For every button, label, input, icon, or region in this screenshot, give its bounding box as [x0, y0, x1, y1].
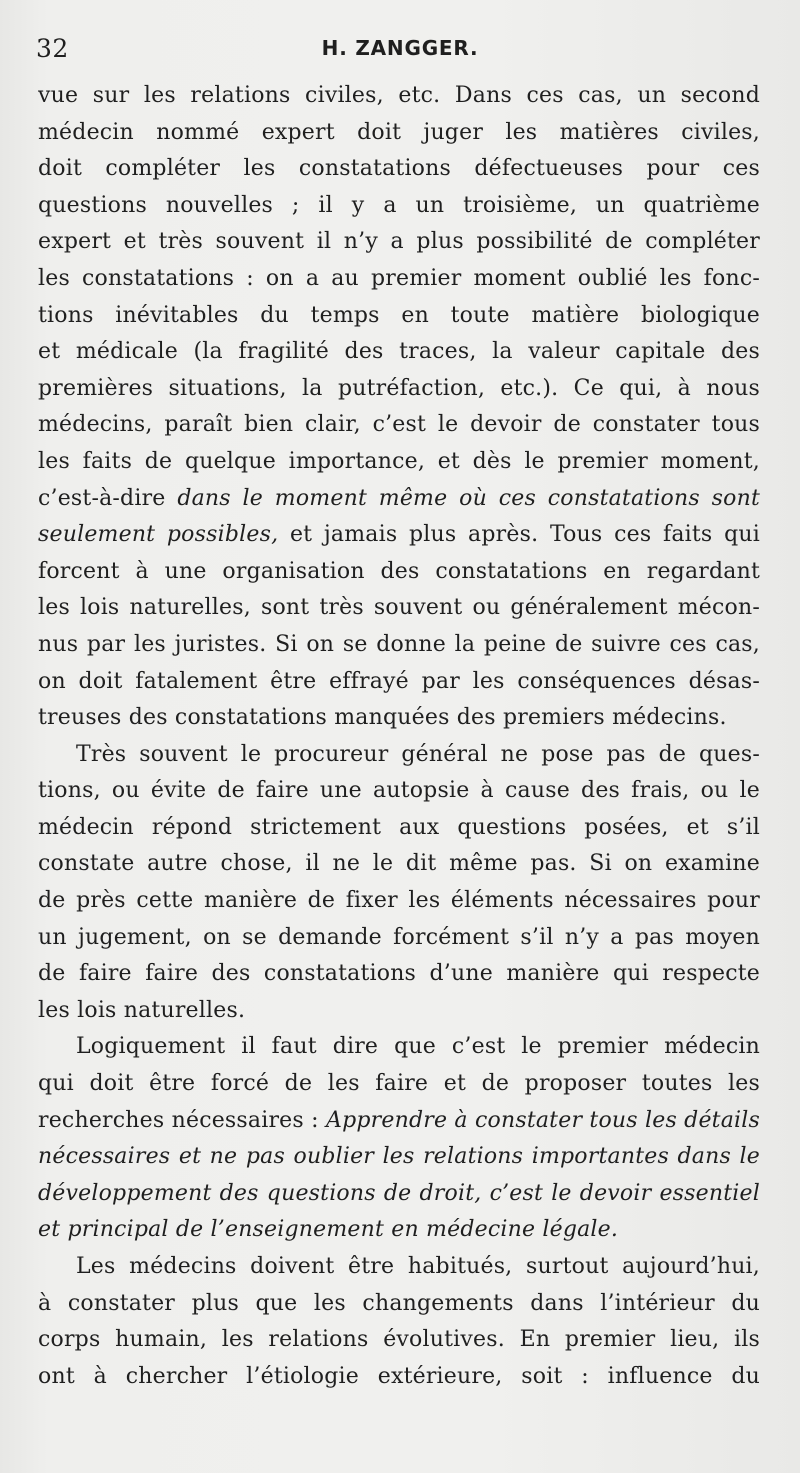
text-line: on doit fatalement être effrayé par les conséquences désas-	[38, 668, 760, 694]
italic-text-run: dans le moment même où ces constatations sont	[177, 485, 760, 511]
text-line	[38, 1176, 760, 1213]
italic-text-run: seulement possibles,	[38, 522, 279, 548]
text-line: vue sur les relations civiles, etc. Dans ces cas, un second	[38, 83, 760, 108]
text-line: tions inévitables du temps en toute matière biologique	[38, 302, 760, 328]
italic-text-run: nécessaires et ne pas oublier les relations importantes dans le	[38, 1144, 760, 1170]
text-run: et jamais plus après. Tous ces faits qui	[289, 522, 760, 548]
body-text	[38, 78, 760, 1395]
text-line: les lois naturelles.	[38, 997, 246, 1023]
text-line: les constatations : on a au premier moment oublié les fonc-	[38, 265, 760, 291]
text-line: médecin répond strictement aux questions posées, et s’il	[38, 814, 760, 840]
text-line	[38, 1103, 760, 1140]
text-line: les lois naturelles, sont très souvent ou généralement mécon-	[38, 595, 760, 621]
text-line: nus par les juristes. Si on se donne la peine de suivre ces cas,	[38, 631, 760, 657]
text-line: ont à chercher l’étiologie extérieure, soit : influence du	[38, 1363, 760, 1389]
text-line: tions, ou évite de faire une autopsie à cause des frais, ou le	[38, 778, 760, 804]
text-line: constate autre chose, il ne le dit même pas. Si on examine	[38, 851, 760, 877]
text-line: les faits de quelque importance, et dès le premier moment,	[38, 448, 760, 474]
text-line: un jugement, on se demande forcément s’il n’y a pas moyen	[38, 924, 760, 950]
page-header	[0, 30, 800, 70]
text-line: médecin nommé expert doit juger les matières civiles,	[38, 119, 760, 145]
text-line: de près cette manière de fixer les éléments nécessaires pour	[38, 888, 760, 914]
text-line: de faire faire des constatations d’une manière qui respecte	[38, 961, 760, 987]
text-line	[38, 517, 760, 554]
text-run: recherches nécessaires :	[38, 1107, 319, 1133]
text-line: treuses des constatations manquées des premiers médecins.	[38, 705, 727, 731]
running-head: H. ZANGGER.	[321, 36, 479, 60]
text-line: doit compléter les constatations défectueuses pour ces	[38, 156, 760, 182]
text-run: c’est-à-dire	[38, 485, 166, 511]
italic-text-run: développement des questions de droit, c’est le devoir essentiel	[38, 1180, 760, 1206]
text-line: premières situations, la putréfaction, etc.). Ce qui, à nous	[38, 375, 760, 401]
text-line	[38, 1212, 760, 1249]
text-line	[38, 481, 760, 518]
italic-text-run: Apprendre à constater tous les détails	[326, 1107, 760, 1133]
text-line: forcent à une organisation des constatations en regardant	[38, 558, 760, 584]
italic-text-run: et principal de l’enseignement en médecine légale.	[38, 1217, 619, 1243]
text-line: médecins, paraît bien clair, c’est le devoir de constater tous	[38, 412, 760, 438]
page-number: 32	[36, 34, 69, 63]
text-line: Les médecins doivent être habitués, surtout aujourd’hui,	[76, 1254, 760, 1279]
text-line: corps humain, les relations évolutives. En premier lieu, ils	[38, 1327, 760, 1353]
text-line: qui doit être forcé de les faire et de proposer toutes les	[38, 1071, 760, 1097]
text-line: et médicale (la fragilité des traces, la valeur capitale des	[38, 339, 760, 365]
text-line: à constater plus que les changements dans l’intérieur du	[38, 1290, 760, 1316]
text-line: questions nouvelles ; il y a un troisième, un quatrième	[38, 192, 760, 218]
text-line: expert et très souvent il n’y a plus possibilité de compléter	[38, 229, 760, 255]
text-line	[38, 1139, 760, 1176]
text-line: Très souvent le procureur général ne pose pas de ques-	[76, 741, 760, 767]
text-line: Logiquement il faut dire que c’est le premier médecin	[76, 1034, 760, 1060]
